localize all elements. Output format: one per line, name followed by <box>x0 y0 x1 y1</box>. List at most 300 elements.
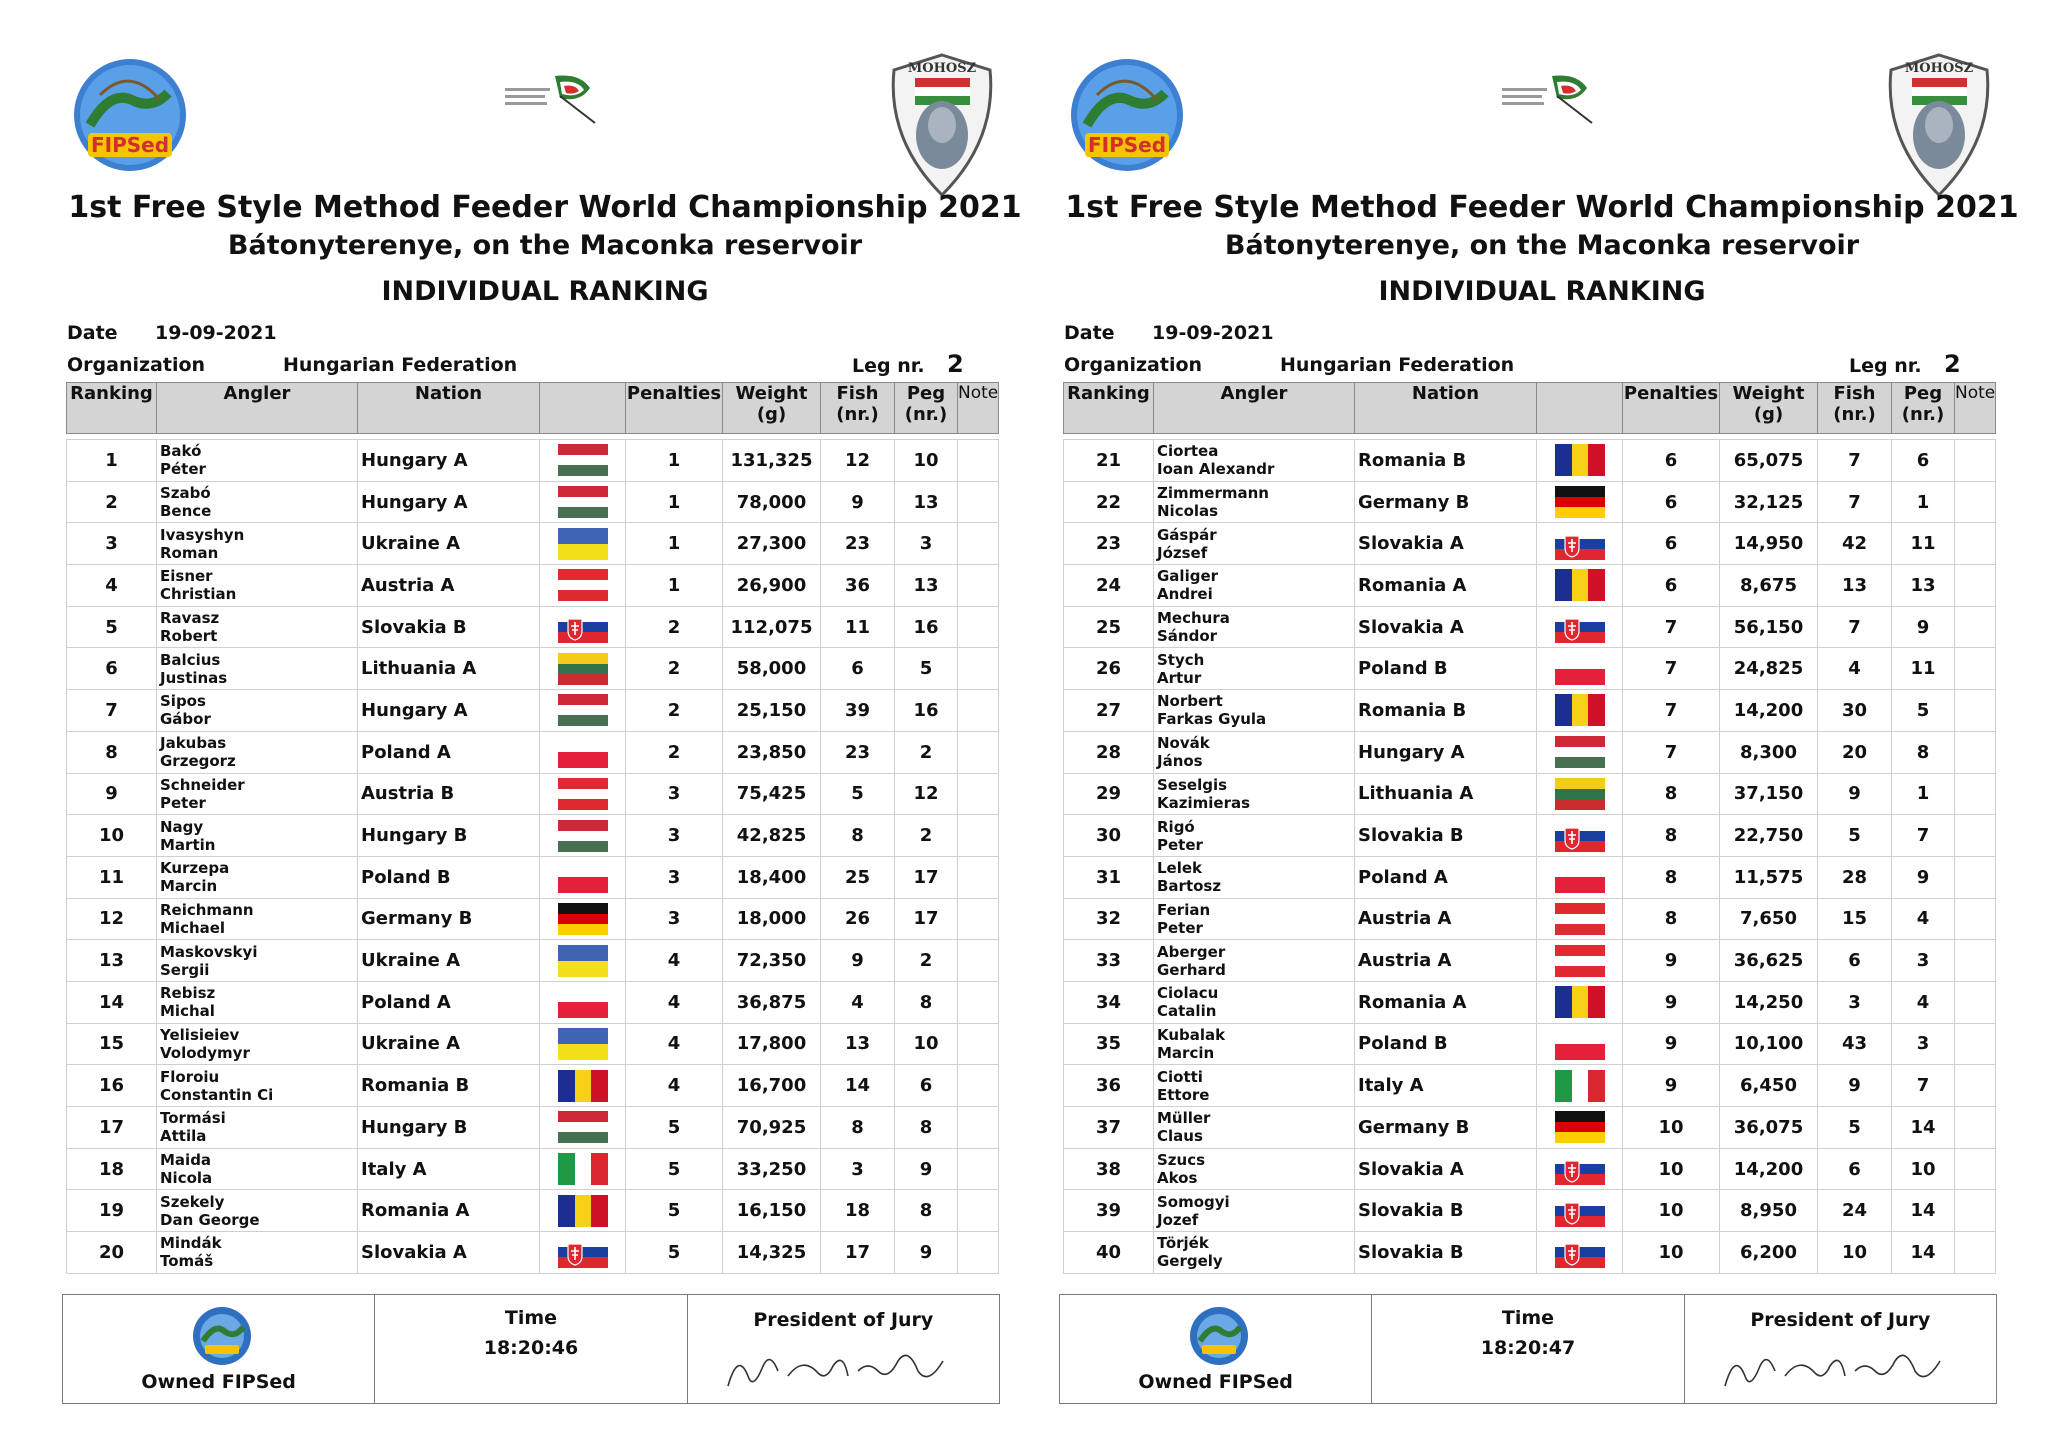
peg-cell: 14 <box>1892 1232 1955 1274</box>
weight-cell: 14,200 <box>1720 1148 1818 1190</box>
angler-surname: Ivasyshyn <box>160 525 245 544</box>
rank-cell: 34 <box>1064 981 1154 1023</box>
angler-cell <box>1154 523 1355 565</box>
ranking-sheet-2 <box>1037 0 2047 1447</box>
penalties-cell: 9 <box>1623 1023 1720 1065</box>
mohosz-logo <box>885 50 1000 200</box>
italy-flag-icon <box>558 1153 608 1185</box>
col-fish <box>821 383 895 434</box>
nation-cell: Slovakia B <box>1355 1190 1537 1232</box>
penalties-cell: 5 <box>626 1107 723 1149</box>
angler-surname: Zimmermann <box>1157 484 1269 503</box>
note-cell <box>958 481 999 523</box>
flag-cell <box>1537 1190 1623 1232</box>
penalties-cell: 10 <box>1623 1107 1720 1149</box>
note-cell <box>958 856 999 898</box>
rank-cell: 11 <box>67 856 157 898</box>
weight-cell: 26,900 <box>723 565 821 607</box>
nation-cell: Hungary B <box>358 1107 540 1149</box>
nation-cell: Austria A <box>1355 940 1537 982</box>
flag-cell <box>1537 1232 1623 1274</box>
peg-cell: 9 <box>895 1232 958 1274</box>
note-cell <box>1955 773 1996 815</box>
championship-title: 1st Free Style Method Feeder World Championship 2021 <box>1065 190 2019 225</box>
rank-cell: 24 <box>1064 565 1154 607</box>
penalties-cell: 1 <box>626 565 723 607</box>
fish-cell: 4 <box>1818 648 1892 690</box>
peg-cell: 13 <box>895 565 958 607</box>
penalties-cell: 4 <box>626 940 723 982</box>
ranking-body <box>1064 434 1996 1274</box>
note-cell <box>958 690 999 732</box>
slovakia-flag-icon <box>1555 820 1605 852</box>
note-cell <box>1955 690 1996 732</box>
rank-cell: 8 <box>67 731 157 773</box>
nation-cell: Hungary A <box>358 440 540 482</box>
rank-cell: 10 <box>67 815 157 857</box>
flag-cell <box>1537 606 1623 648</box>
hungary-flag-icon <box>558 444 608 476</box>
fish-cell: 3 <box>821 1148 895 1190</box>
rank-cell: 19 <box>67 1190 157 1232</box>
weight-cell: 16,150 <box>723 1190 821 1232</box>
angler-firstname: Jozef <box>1157 1210 1199 1229</box>
peg-cell: 2 <box>895 940 958 982</box>
romania-flag-icon <box>1555 694 1605 726</box>
note-cell <box>1955 606 1996 648</box>
note-cell <box>1955 731 1996 773</box>
nation-cell: Hungary A <box>358 690 540 732</box>
angler-surname: Szabó <box>160 484 211 503</box>
peg-cell: 11 <box>1892 523 1955 565</box>
note-cell <box>1955 1148 1996 1190</box>
angler-firstname: Péter <box>160 460 206 479</box>
weight-cell: 14,950 <box>1720 523 1818 565</box>
angler-cell <box>1154 898 1355 940</box>
angler-cell <box>1154 1190 1355 1232</box>
peg-cell: 5 <box>1892 690 1955 732</box>
penalties-cell: 7 <box>1623 606 1720 648</box>
col-flag <box>540 383 626 434</box>
angler-surname: Aberger <box>1157 942 1226 961</box>
leg-label: Leg nr. <box>1849 355 1922 377</box>
angler-firstname: Gergely <box>1157 1252 1223 1271</box>
table-row <box>67 1232 999 1274</box>
col-note: Note <box>958 383 999 434</box>
fish-cell: 20 <box>1818 731 1892 773</box>
angler-surname: Bakó <box>160 442 202 461</box>
penalties-cell: 8 <box>1623 773 1720 815</box>
peg-cell: 5 <box>895 648 958 690</box>
fish-cell: 14 <box>821 1065 895 1107</box>
angler-firstname: Kazimieras <box>1157 793 1251 812</box>
flag-cell <box>1537 565 1623 607</box>
peg-cell: 4 <box>1892 981 1955 1023</box>
flag-cell <box>1537 773 1623 815</box>
nation-cell: Romania A <box>1355 981 1537 1023</box>
organization-value: Hungarian Federation <box>283 354 518 376</box>
fish-cell: 9 <box>821 481 895 523</box>
penalties-cell: 4 <box>626 1065 723 1107</box>
rank-cell: 1 <box>67 440 157 482</box>
table-row <box>67 981 999 1023</box>
table-row <box>1064 940 1996 982</box>
col-note: Note <box>1955 383 1996 434</box>
angler-cell <box>157 481 358 523</box>
note-cell <box>958 1023 999 1065</box>
table-header-row <box>67 383 999 434</box>
penalties-cell: 3 <box>626 773 723 815</box>
fish-cell: 9 <box>821 940 895 982</box>
fish-cell: 3 <box>1818 981 1892 1023</box>
angler-firstname: Martin <box>160 835 216 854</box>
penalties-cell: 3 <box>626 815 723 857</box>
ranking-table <box>66 382 999 1274</box>
peg-cell: 10 <box>1892 1148 1955 1190</box>
penalties-cell: 4 <box>626 1023 723 1065</box>
slovakia-flag-icon <box>1555 611 1605 643</box>
penalties-cell: 1 <box>626 481 723 523</box>
peg-cell: 7 <box>1892 815 1955 857</box>
note-cell <box>1955 648 1996 690</box>
hungary-flag-icon <box>558 1111 608 1143</box>
note-cell <box>958 648 999 690</box>
angler-firstname: József <box>1157 543 1208 562</box>
table-row <box>1064 1232 1996 1274</box>
flag-cell <box>1537 898 1623 940</box>
angler-surname: Tormási <box>160 1109 226 1128</box>
note-cell <box>958 773 999 815</box>
leg-value: 2 <box>947 350 964 378</box>
table-row <box>1064 773 1996 815</box>
poland-flag-icon <box>1555 1028 1605 1060</box>
angler-surname: Gáspár <box>1157 525 1217 544</box>
table-row <box>1064 731 1996 773</box>
note-cell <box>958 898 999 940</box>
angler-surname: Szekely <box>160 1192 225 1211</box>
weight-cell: 22,750 <box>1720 815 1818 857</box>
fish-cell: 24 <box>1818 1190 1892 1232</box>
nation-cell: Hungary A <box>1355 731 1537 773</box>
rank-cell: 18 <box>67 1148 157 1190</box>
flag-cell <box>540 1107 626 1149</box>
angler-surname: Mindák <box>160 1234 222 1253</box>
peg-cell: 6 <box>1892 440 1955 482</box>
weight-cell: 8,675 <box>1720 565 1818 607</box>
peg-cell: 3 <box>1892 940 1955 982</box>
col-peg-unit: (nr.) <box>904 404 948 425</box>
col-peg-unit: (nr.) <box>1901 404 1945 425</box>
note-cell <box>958 565 999 607</box>
angler-surname: Floroiu <box>160 1067 220 1086</box>
rank-cell: 28 <box>1064 731 1154 773</box>
ukraine-flag-icon <box>558 1028 608 1060</box>
date-value: 19-09-2021 <box>1152 322 1274 344</box>
angler-firstname: Nicola <box>160 1169 213 1188</box>
fish-cell: 30 <box>1818 690 1892 732</box>
footer-president-cell <box>688 1295 999 1403</box>
fish-cell: 28 <box>1818 856 1892 898</box>
flag-cell <box>540 856 626 898</box>
angler-firstname: Christian <box>160 585 237 604</box>
fish-cell: 5 <box>1818 1107 1892 1149</box>
angler-cell <box>1154 1107 1355 1149</box>
rank-cell: 26 <box>1064 648 1154 690</box>
footer-time-cell <box>1372 1295 1684 1403</box>
austria-flag-icon <box>1555 903 1605 935</box>
weight-cell: 14,200 <box>1720 690 1818 732</box>
nation-cell: Ukraine A <box>358 523 540 565</box>
angler-cell <box>157 606 358 648</box>
angler-firstname: Grzegorz <box>160 752 236 771</box>
angler-surname: Müller <box>1157 1109 1211 1128</box>
angler-surname: Ciolacu <box>1157 984 1219 1003</box>
time-label: Time <box>504 1307 558 1329</box>
flag-cell <box>540 648 626 690</box>
nation-cell: Poland B <box>1355 1023 1537 1065</box>
fish-cell: 5 <box>1818 815 1892 857</box>
rank-cell: 2 <box>67 481 157 523</box>
flag-cell <box>1537 1023 1623 1065</box>
flag-cell <box>540 481 626 523</box>
angler-firstname: Gábor <box>160 710 211 729</box>
angler-surname: Lelek <box>1157 859 1203 878</box>
note-cell <box>1955 940 1996 982</box>
austria-flag-icon <box>558 778 608 810</box>
angler-surname: Törjék <box>1157 1234 1209 1253</box>
note-cell <box>1955 565 1996 607</box>
fish-cell: 8 <box>821 815 895 857</box>
rank-cell: 37 <box>1064 1107 1154 1149</box>
angler-surname: Galiger <box>1157 567 1219 586</box>
fish-cell: 10 <box>1818 1232 1892 1274</box>
note-cell <box>1955 481 1996 523</box>
angler-surname: Kubalak <box>1157 1025 1226 1044</box>
flag-cell <box>540 523 626 565</box>
president-label: President of Jury <box>1750 1309 1931 1331</box>
penalties-cell: 2 <box>626 648 723 690</box>
table-row <box>1064 1107 1996 1149</box>
flag-cell <box>540 773 626 815</box>
peg-cell: 1 <box>1892 773 1955 815</box>
penalties-cell: 6 <box>1623 440 1720 482</box>
angler-cell <box>157 1107 358 1149</box>
rank-cell: 17 <box>67 1107 157 1149</box>
flag-cell <box>540 565 626 607</box>
fish-cell: 25 <box>821 856 895 898</box>
owned-label: Owned FIPSed <box>141 1371 296 1393</box>
angler-firstname: Tomáš <box>160 1252 214 1271</box>
ranking-heading: INDIVIDUAL RANKING <box>381 276 709 307</box>
time-label: Time <box>1501 1307 1555 1329</box>
table-row <box>1064 1065 1996 1107</box>
penalties-cell: 4 <box>626 981 723 1023</box>
organization-label: Organization <box>67 354 206 376</box>
fish-cell: 23 <box>821 731 895 773</box>
romania-flag-icon <box>1555 569 1605 601</box>
nation-cell: Romania A <box>358 1190 540 1232</box>
angler-surname: Schneider <box>160 775 245 794</box>
poland-flag-icon <box>1555 653 1605 685</box>
penalties-cell: 8 <box>1623 898 1720 940</box>
weight-cell: 70,925 <box>723 1107 821 1149</box>
angler-firstname: Nicolas <box>1157 502 1219 521</box>
penalties-cell: 7 <box>1623 690 1720 732</box>
weight-cell: 6,200 <box>1720 1232 1818 1274</box>
weight-cell: 112,075 <box>723 606 821 648</box>
note-cell <box>1955 523 1996 565</box>
angler-firstname: Artur <box>1157 668 1202 687</box>
flag-cell <box>1537 690 1623 732</box>
flag-cell <box>1537 481 1623 523</box>
col-peg <box>895 383 958 434</box>
angler-surname: Somogyi <box>1157 1192 1230 1211</box>
nation-cell: Romania A <box>1355 565 1537 607</box>
lithuania-flag-icon <box>558 653 608 685</box>
angler-cell <box>157 1065 358 1107</box>
germany-flag-icon <box>1555 486 1605 518</box>
note-cell <box>1955 1232 1996 1274</box>
weight-cell: 14,250 <box>1720 981 1818 1023</box>
table-row <box>67 648 999 690</box>
angler-cell <box>1154 1065 1355 1107</box>
rank-cell: 31 <box>1064 856 1154 898</box>
slovakia-flag-icon <box>1555 1236 1605 1268</box>
table-row <box>67 898 999 940</box>
col-weight-label: Weight <box>735 383 808 404</box>
col-weight <box>723 383 821 434</box>
nation-cell: Poland B <box>1355 648 1537 690</box>
peg-cell: 10 <box>895 1023 958 1065</box>
penalties-cell: 6 <box>1623 523 1720 565</box>
hungary-flag-icon <box>558 694 608 726</box>
rank-cell: 12 <box>67 898 157 940</box>
nation-cell: Romania B <box>1355 440 1537 482</box>
weight-cell: 17,800 <box>723 1023 821 1065</box>
col-angler: Angler <box>1154 383 1355 434</box>
penalties-cell: 5 <box>626 1190 723 1232</box>
peg-cell: 2 <box>895 815 958 857</box>
note-cell <box>1955 1023 1996 1065</box>
penalties-cell: 10 <box>1623 1232 1720 1274</box>
nation-cell: Slovakia A <box>1355 606 1537 648</box>
flag-cell <box>540 1148 626 1190</box>
peg-cell: 6 <box>895 1065 958 1107</box>
angler-cell <box>157 648 358 690</box>
fish-cell: 43 <box>1818 1023 1892 1065</box>
weight-cell: 75,425 <box>723 773 821 815</box>
weight-cell: 32,125 <box>1720 481 1818 523</box>
rank-cell: 16 <box>67 1065 157 1107</box>
table-row <box>1064 690 1996 732</box>
col-weight <box>1720 383 1818 434</box>
venue-subtitle: Bátonyterenye, on the Maconka reservoir <box>1224 230 1860 261</box>
rank-cell: 15 <box>67 1023 157 1065</box>
angler-surname: Reichmann <box>160 900 254 919</box>
angler-cell <box>1154 731 1355 773</box>
svg-text:FIPSed: FIPSed <box>90 133 170 157</box>
col-weight-unit: (g) <box>756 404 787 425</box>
penalties-cell: 9 <box>1623 940 1720 982</box>
angler-firstname: Ioan Alexandr <box>1157 460 1275 479</box>
col-fish-label: Fish <box>836 383 879 404</box>
ranking-sheet-1 <box>40 0 1050 1447</box>
angler-surname: Sipos <box>160 692 206 711</box>
weight-cell: 16,700 <box>723 1065 821 1107</box>
weight-cell: 18,400 <box>723 856 821 898</box>
rank-cell: 23 <box>1064 523 1154 565</box>
championship-logo <box>1497 68 1597 128</box>
table-row <box>1064 481 1996 523</box>
mohosz-logo <box>1882 50 1997 200</box>
fish-cell: 17 <box>821 1232 895 1274</box>
weight-cell: 8,950 <box>1720 1190 1818 1232</box>
peg-cell: 16 <box>895 606 958 648</box>
angler-firstname: Akos <box>1157 1169 1198 1188</box>
angler-cell <box>1154 773 1355 815</box>
table-row <box>67 815 999 857</box>
note-cell <box>958 1065 999 1107</box>
angler-cell <box>157 773 358 815</box>
flag-cell <box>1537 981 1623 1023</box>
angler-firstname: Bence <box>160 502 212 521</box>
nation-cell: Slovakia B <box>1355 815 1537 857</box>
angler-cell <box>1154 981 1355 1023</box>
austria-flag-icon <box>558 569 608 601</box>
angler-firstname: Robert <box>160 627 218 646</box>
table-row <box>67 940 999 982</box>
angler-firstname: Michal <box>160 1002 215 1021</box>
flag-cell <box>540 1190 626 1232</box>
flag-cell <box>540 1232 626 1274</box>
peg-cell: 8 <box>895 1107 958 1149</box>
peg-cell: 3 <box>895 523 958 565</box>
penalties-cell: 2 <box>626 606 723 648</box>
angler-firstname: Peter <box>160 793 206 812</box>
angler-firstname: Andrei <box>1157 585 1213 604</box>
weight-cell: 58,000 <box>723 648 821 690</box>
angler-cell <box>1154 1148 1355 1190</box>
flag-cell <box>540 690 626 732</box>
col-fish-label: Fish <box>1833 383 1876 404</box>
col-weight-label: Weight <box>1732 383 1805 404</box>
rank-cell: 38 <box>1064 1148 1154 1190</box>
fish-cell: 42 <box>1818 523 1892 565</box>
fish-cell: 6 <box>1818 940 1892 982</box>
angler-cell <box>1154 606 1355 648</box>
angler-surname: Nagy <box>160 817 204 836</box>
angler-surname: Mechura <box>1157 609 1230 628</box>
nation-cell: Ukraine A <box>358 1023 540 1065</box>
weight-cell: 65,075 <box>1720 440 1818 482</box>
penalties-cell: 10 <box>1623 1190 1720 1232</box>
ranking-table <box>1063 382 1996 1274</box>
germany-flag-icon <box>1555 1111 1605 1143</box>
president-label: President of Jury <box>753 1309 934 1331</box>
nation-cell: Slovakia B <box>1355 1232 1537 1274</box>
fipsed-seal-icon <box>1188 1305 1250 1367</box>
footer-box <box>1059 1294 1997 1404</box>
table-row <box>1064 815 1996 857</box>
table-row <box>67 606 999 648</box>
table-row <box>1064 898 1996 940</box>
ranking-heading: INDIVIDUAL RANKING <box>1378 276 1706 307</box>
weight-cell: 11,575 <box>1720 856 1818 898</box>
col-peg-label: Peg <box>1903 383 1943 404</box>
leg-label: Leg nr. <box>852 355 925 377</box>
fish-cell: 7 <box>1818 481 1892 523</box>
table-row <box>1064 856 1996 898</box>
